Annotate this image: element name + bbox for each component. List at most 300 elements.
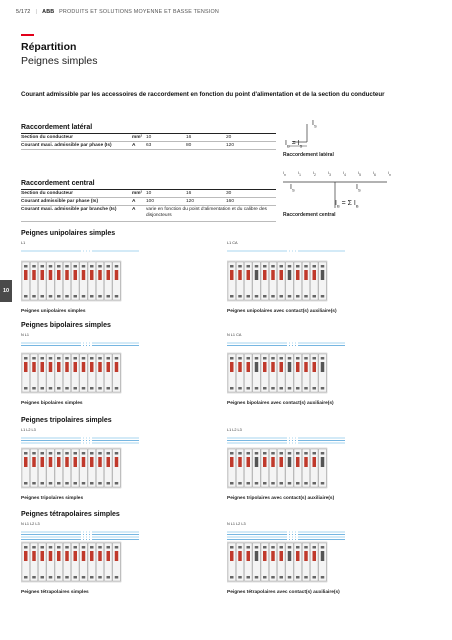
breaker-toggle — [271, 362, 275, 372]
breaker-toggle — [107, 457, 111, 467]
terminal-screw — [107, 357, 111, 360]
breaker-toggle — [49, 270, 53, 280]
breaker-toggle — [107, 362, 111, 372]
load-label: $I_3$ — [328, 171, 331, 177]
row-unit: mm² — [132, 190, 143, 196]
terminal-screw — [90, 265, 94, 268]
terminal-screw — [280, 546, 284, 549]
breaker-toggle — [230, 270, 234, 280]
terminal-screw — [41, 576, 45, 579]
central-connection-diagram — [283, 168, 393, 228]
row-unit: A — [132, 198, 136, 204]
comb-caption: Peignes bipolaires avec contact(s) auxiliaire(s) — [227, 401, 334, 406]
terminal-screw — [98, 357, 102, 360]
breaker-module — [253, 543, 261, 581]
breaker-toggle — [238, 551, 242, 561]
terminal-screw — [24, 576, 28, 579]
comb-busbar-illustration — [227, 528, 367, 588]
terminal-screw — [115, 576, 119, 579]
terminal-screw — [304, 357, 308, 360]
breaker-toggle — [313, 270, 317, 280]
breaker-module — [286, 449, 294, 487]
breaker-toggle — [271, 457, 275, 467]
breaker-module — [88, 543, 96, 581]
comb-busbar-illustration — [227, 434, 367, 494]
breaker-toggle — [98, 270, 102, 280]
terminal-screw — [321, 576, 325, 579]
breaker-module — [286, 543, 294, 581]
comb-caption: Peignes tripolaires avec contact(s) auxiliaire(s) — [227, 496, 335, 501]
breaker-toggle — [247, 270, 251, 280]
breaker-module — [39, 449, 47, 487]
terminal-screw — [230, 387, 234, 390]
row-label: Courant maxi. admissible par phase (Is) — [21, 142, 112, 148]
terminal-screw — [107, 452, 111, 455]
breaker-toggle — [247, 551, 251, 561]
terminal-screw — [304, 482, 308, 485]
terminal-screw — [255, 482, 259, 485]
breaker-module — [253, 354, 261, 392]
breaker-toggle — [247, 457, 251, 467]
breaker-module — [245, 543, 253, 581]
breaker-toggle — [74, 270, 78, 280]
comb-section-title: Peignes unipolaires simples — [21, 230, 116, 237]
terminal-screw — [24, 357, 28, 360]
breaker-toggle — [304, 551, 308, 561]
breaker-module — [72, 543, 80, 581]
terminal-screw — [304, 265, 308, 268]
breaker-toggle — [24, 270, 28, 280]
breaker-toggle — [115, 457, 119, 467]
terminal-screw — [41, 452, 45, 455]
cell-value: 63 — [146, 142, 152, 148]
load-label: $I_1$ — [298, 171, 301, 177]
breaker-module — [39, 262, 47, 300]
breaker-module — [113, 543, 121, 581]
is-subscript: S — [313, 123, 317, 129]
cell-value: 80 — [186, 142, 192, 148]
breaker-toggle — [98, 551, 102, 561]
breaker-module — [96, 543, 104, 581]
breaker-toggle — [271, 551, 275, 561]
breaker-toggle — [304, 457, 308, 467]
terminal-screw — [313, 357, 317, 360]
terminal-screw — [238, 452, 242, 455]
terminal-screw — [304, 546, 308, 549]
breaker-module — [72, 354, 80, 392]
terminal-screw — [280, 452, 284, 455]
terminal-screw — [288, 482, 292, 485]
breaker-module — [278, 543, 286, 581]
breaker-module — [253, 262, 261, 300]
terminal-screw — [271, 546, 275, 549]
comb-section-title: Peignes bipolaires simples — [21, 322, 111, 329]
row-unit: A — [132, 142, 136, 148]
terminal-screw — [24, 546, 28, 549]
terminal-screw — [74, 546, 78, 549]
terminal-screw — [41, 546, 45, 549]
breaker-toggle — [24, 457, 28, 467]
phase-labels: L1 L2 L3 — [21, 428, 36, 432]
terminal-screw — [49, 546, 53, 549]
terminal-screw — [98, 387, 102, 390]
breaker-toggle — [313, 362, 317, 372]
terminal-screw — [90, 482, 94, 485]
breaker-module — [269, 354, 277, 392]
comb-section-title: Peignes tétrapolaires simples — [21, 511, 120, 518]
breaker-module — [302, 354, 310, 392]
terminal-screw — [321, 452, 325, 455]
table-row — [21, 206, 276, 222]
comb-busbar-illustration — [21, 339, 161, 399]
phase-labels: N L1 L2 L3 — [227, 522, 246, 526]
breaker-module — [228, 262, 236, 300]
breaker-module — [22, 543, 30, 581]
breaker-module — [113, 449, 121, 487]
row-label: Section du conducteur — [21, 190, 73, 196]
breaker-toggle — [115, 362, 119, 372]
terminal-screw — [263, 387, 267, 390]
breaker-toggle — [82, 270, 86, 280]
breaker-toggle — [255, 551, 259, 561]
terminal-screw — [115, 387, 119, 390]
breaker-toggle — [230, 362, 234, 372]
formula-subscript: B — [286, 143, 290, 149]
breaker-module — [22, 262, 30, 300]
breaker-module — [105, 543, 113, 581]
breaker-module — [286, 262, 294, 300]
terminal-screw — [90, 295, 94, 298]
breaker-toggle — [98, 362, 102, 372]
breaker-module — [311, 543, 319, 581]
breaker-module — [22, 354, 30, 392]
phase-labels: N L1 L2 L3 — [21, 522, 40, 526]
terminal-screw — [107, 576, 111, 579]
breaker-toggle — [238, 457, 242, 467]
terminal-screw — [230, 357, 234, 360]
cell-value: 10 — [146, 134, 152, 140]
load-label: $I_n$ — [388, 171, 391, 177]
terminal-screw — [255, 576, 259, 579]
breaker-module — [39, 543, 47, 581]
terminal-screw — [49, 387, 53, 390]
breaker-module — [261, 449, 269, 487]
comb-busbar-illustration — [227, 247, 367, 307]
terminal-screw — [115, 265, 119, 268]
breaker-module — [63, 543, 71, 581]
breaker-module — [30, 543, 38, 581]
terminal-screw — [107, 482, 111, 485]
terminal-screw — [82, 265, 86, 268]
terminal-screw — [24, 295, 28, 298]
row-unit: mm² — [132, 134, 143, 140]
terminal-screw — [115, 357, 119, 360]
terminal-screw — [32, 265, 36, 268]
breaker-toggle — [74, 457, 78, 467]
header-section: PRODUITS ET SOLUTIONS MOYENNE ET BASSE TENSION — [59, 9, 219, 15]
breaker-toggle — [90, 362, 94, 372]
breaker-module — [278, 262, 286, 300]
breaker-module — [253, 449, 261, 487]
breaker-toggle — [263, 362, 267, 372]
central-diagram-caption: Raccordement central — [283, 212, 336, 218]
terminal-screw — [247, 265, 251, 268]
terminal-screw — [247, 576, 251, 579]
terminal-screw — [296, 265, 300, 268]
terminal-screw — [304, 452, 308, 455]
terminal-screw — [247, 452, 251, 455]
breaker-toggle — [82, 457, 86, 467]
breaker-toggle — [65, 551, 69, 561]
terminal-screw — [107, 387, 111, 390]
terminal-screw — [280, 295, 284, 298]
table-row — [21, 134, 276, 142]
terminal-screw — [255, 452, 259, 455]
breaker-toggle — [57, 551, 61, 561]
terminal-screw — [263, 546, 267, 549]
terminal-screw — [255, 295, 259, 298]
breaker-module — [286, 354, 294, 392]
is-symbol: I — [312, 120, 314, 127]
breaker-toggle — [41, 457, 45, 467]
breaker-module — [30, 354, 38, 392]
terminal-screw — [82, 452, 86, 455]
breaker-toggle — [49, 457, 53, 467]
terminal-screw — [304, 387, 308, 390]
terminal-screw — [41, 357, 45, 360]
breaker-toggle — [32, 551, 36, 561]
breaker-toggle — [313, 457, 317, 467]
terminal-screw — [271, 295, 275, 298]
breaker-module — [228, 354, 236, 392]
terminal-screw — [263, 576, 267, 579]
terminal-screw — [57, 357, 61, 360]
terminal-screw — [247, 482, 251, 485]
terminal-screw — [41, 265, 45, 268]
breaker-toggle — [263, 270, 267, 280]
breaker-module — [311, 449, 319, 487]
terminal-screw — [74, 265, 78, 268]
breaker-toggle — [49, 362, 53, 372]
terminal-screw — [115, 482, 119, 485]
breaker-toggle — [238, 270, 242, 280]
terminal-screw — [115, 295, 119, 298]
phase-labels: L1 CA — [227, 241, 238, 245]
breaker-module — [113, 354, 121, 392]
terminal-screw — [98, 452, 102, 455]
breaker-module — [88, 262, 96, 300]
terminal-screw — [247, 546, 251, 549]
breaker-toggle — [288, 362, 292, 372]
terminal-screw — [90, 387, 94, 390]
terminal-screw — [271, 357, 275, 360]
breaker-module — [80, 543, 88, 581]
terminal-screw — [313, 576, 317, 579]
page-subtitle: Peignes simples — [21, 55, 98, 67]
breaker-module — [47, 543, 55, 581]
breaker-module — [278, 354, 286, 392]
breaker-module — [80, 354, 88, 392]
load-label: $I_2$ — [313, 171, 316, 177]
breaker-toggle — [263, 457, 267, 467]
breaker-toggle — [288, 270, 292, 280]
breaker-toggle — [255, 362, 259, 372]
terminal-screw — [230, 482, 234, 485]
breaker-module — [96, 449, 104, 487]
table-row — [21, 142, 276, 150]
breaker-toggle — [65, 362, 69, 372]
terminal-screw — [98, 295, 102, 298]
phase-labels: L1 L2 L3 — [227, 428, 242, 432]
load-label: $I_4$ — [343, 171, 346, 177]
breaker-module — [236, 543, 244, 581]
terminal-screw — [238, 387, 242, 390]
breaker-module — [80, 449, 88, 487]
breaker-toggle — [288, 457, 292, 467]
terminal-screw — [296, 295, 300, 298]
breaker-toggle — [57, 270, 61, 280]
terminal-screw — [288, 295, 292, 298]
table-row — [21, 198, 276, 206]
table-row — [21, 190, 276, 198]
terminal-screw — [65, 387, 69, 390]
breaker-module — [245, 449, 253, 487]
terminal-screw — [296, 357, 300, 360]
breaker-module — [30, 262, 38, 300]
formula-symbol: I — [285, 140, 287, 147]
terminal-screw — [280, 482, 284, 485]
breaker-toggle — [230, 551, 234, 561]
terminal-screw — [247, 357, 251, 360]
terminal-screw — [271, 265, 275, 268]
terminal-screw — [65, 265, 69, 268]
cell-value: 16 — [186, 134, 192, 140]
terminal-screw — [321, 482, 325, 485]
breaker-toggle — [247, 362, 251, 372]
breaker-module — [319, 354, 327, 392]
terminal-screw — [90, 357, 94, 360]
breaker-toggle — [107, 270, 111, 280]
terminal-screw — [57, 265, 61, 268]
terminal-screw — [107, 295, 111, 298]
breaker-module — [105, 449, 113, 487]
terminal-screw — [49, 357, 53, 360]
breaker-module — [261, 262, 269, 300]
terminal-screw — [24, 265, 28, 268]
breaker-toggle — [321, 362, 325, 372]
breaker-module — [302, 543, 310, 581]
breaker-module — [261, 543, 269, 581]
cell-value: 30 — [226, 190, 232, 196]
terminal-screw — [280, 387, 284, 390]
terminal-screw — [98, 576, 102, 579]
terminal-screw — [321, 357, 325, 360]
breaker-toggle — [24, 551, 28, 561]
breaker-toggle — [263, 551, 267, 561]
terminal-screw — [263, 265, 267, 268]
terminal-screw — [321, 387, 325, 390]
terminal-screw — [296, 576, 300, 579]
terminal-screw — [49, 452, 53, 455]
terminal-screw — [65, 295, 69, 298]
comb-busbar-illustration — [21, 528, 161, 588]
breaker-module — [22, 449, 30, 487]
terminal-screw — [24, 452, 28, 455]
terminal-screw — [296, 452, 300, 455]
terminal-screw — [321, 265, 325, 268]
breaker-module — [63, 449, 71, 487]
lateral-table — [21, 133, 276, 153]
breaker-toggle — [255, 457, 259, 467]
lateral-title: Raccordement latéral — [21, 124, 93, 131]
terminal-screw — [296, 387, 300, 390]
breaker-module — [63, 262, 71, 300]
breaker-toggle — [296, 362, 300, 372]
terminal-screw — [49, 576, 53, 579]
breaker-module — [30, 449, 38, 487]
comb-busbar-illustration — [21, 434, 161, 494]
breaker-toggle — [41, 362, 45, 372]
breaker-toggle — [313, 551, 317, 561]
breaker-toggle — [296, 551, 300, 561]
terminal-screw — [90, 576, 94, 579]
breaker-toggle — [90, 270, 94, 280]
phase-labels: N L1 — [21, 333, 30, 337]
terminal-screw — [304, 576, 308, 579]
terminal-screw — [230, 295, 234, 298]
central-load-labels — [283, 171, 391, 177]
breaker-module — [88, 354, 96, 392]
terminal-screw — [238, 482, 242, 485]
breaker-module — [302, 449, 310, 487]
formula-subscript: S — [299, 143, 303, 149]
terminal-screw — [296, 482, 300, 485]
breaker-module — [311, 262, 319, 300]
comb-caption: Peignes tétrapolaires simples — [21, 590, 89, 595]
terminal-screw — [74, 482, 78, 485]
breaker-toggle — [65, 457, 69, 467]
row-label: Section du conducteur — [21, 134, 73, 140]
terminal-screw — [313, 482, 317, 485]
terminal-screw — [24, 387, 28, 390]
central-is-left: $I_S$ — [290, 184, 295, 193]
breaker-module — [319, 543, 327, 581]
terminal-screw — [280, 576, 284, 579]
terminal-screw — [90, 546, 94, 549]
breaker-module — [72, 262, 80, 300]
terminal-screw — [24, 482, 28, 485]
breaker-toggle — [296, 457, 300, 467]
breaker-toggle — [41, 270, 45, 280]
terminal-screw — [238, 576, 242, 579]
breaker-toggle — [107, 551, 111, 561]
cell-value: 120 — [226, 142, 235, 148]
intro-heading: Courant admissible par les accessoires de raccordement en fonction du point d'alimentation et de la section du conducteur — [21, 91, 385, 98]
terminal-screw — [304, 295, 308, 298]
breaker-module — [228, 449, 236, 487]
terminal-screw — [115, 546, 119, 549]
terminal-screw — [57, 295, 61, 298]
terminal-screw — [288, 546, 292, 549]
breaker-toggle — [82, 551, 86, 561]
cell-value: 20 — [226, 134, 232, 140]
terminal-screw — [255, 546, 259, 549]
terminal-screw — [247, 387, 251, 390]
breaker-module — [236, 354, 244, 392]
terminal-screw — [107, 265, 111, 268]
load-label: $I_5$ — [358, 171, 361, 177]
breaker-toggle — [288, 551, 292, 561]
